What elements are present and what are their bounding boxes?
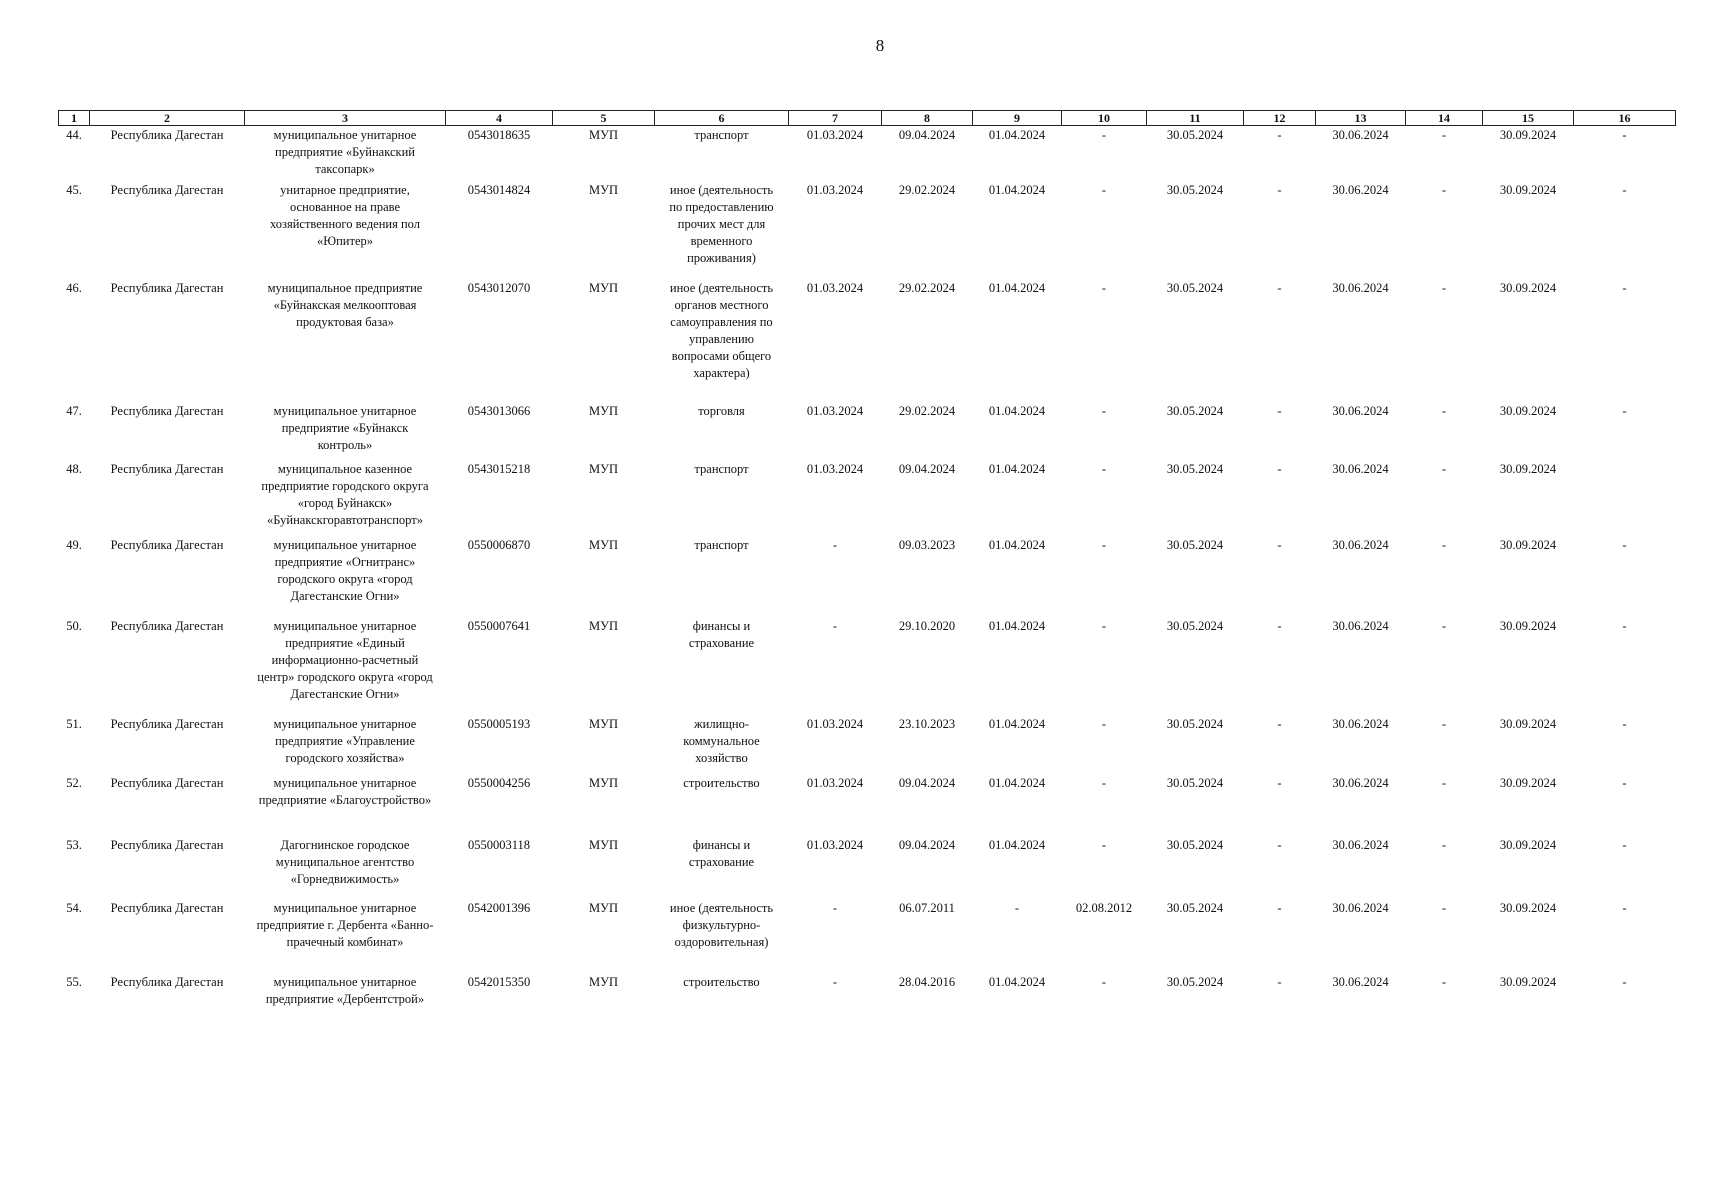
- enterprise-name-cell: [245, 774, 446, 836]
- col11-cell: 30.05.2024: [1166, 128, 1224, 142]
- activity-cell-line: строительство: [683, 775, 760, 790]
- column-header-14: 14: [1406, 111, 1483, 126]
- col16-cell: -: [1622, 182, 1627, 197]
- enterprise-name-cell-line: муниципальное унитарное: [273, 974, 417, 989]
- inn-cell: 0550003118: [467, 837, 531, 852]
- col11-cell: 30.05.2024: [1166, 280, 1224, 295]
- enterprise-name-cell-line: городского хозяйства»: [285, 750, 405, 765]
- activity-cell-line: коммунальное: [683, 733, 760, 748]
- col12-cell: -: [1277, 280, 1282, 295]
- region-cell: Республика Дагестан: [110, 775, 224, 790]
- header-row: [59, 111, 1676, 126]
- enterprise-name-cell: [245, 460, 446, 536]
- enterprise-name-cell-line: предприятие «Единый: [285, 635, 405, 650]
- legal-form-cell: МУП: [589, 716, 618, 731]
- col9-cell: 01.04.2024: [988, 128, 1046, 142]
- col15-cell: 30.09.2024: [1499, 716, 1557, 731]
- col13-cell: 30.06.2024: [1332, 182, 1389, 197]
- col16-cell: -: [1622, 900, 1627, 915]
- col13-cell: 30.06.2024: [1332, 403, 1389, 418]
- enterprise-name-cell-line: предприятие городского округа: [261, 478, 429, 493]
- col11-cell: 30.05.2024: [1166, 837, 1224, 852]
- legal-form-cell: МУП: [589, 900, 618, 915]
- enterprise-name-cell-line: муниципальное унитарное: [273, 716, 417, 731]
- enterprise-name-cell: [245, 899, 446, 973]
- col12-cell: -: [1277, 837, 1282, 852]
- col10-cell: -: [1101, 182, 1107, 197]
- inn-cell: 0542015350: [467, 974, 531, 989]
- activity-cell-line: иное (деятельность: [669, 900, 774, 915]
- row-number: 55.: [66, 974, 82, 989]
- legal-form-cell: МУП: [589, 974, 618, 989]
- enterprise-name-cell-line: муниципальное унитарное: [273, 775, 417, 790]
- activity-cell: [655, 536, 789, 617]
- table-row: [59, 774, 1676, 836]
- col13-cell: 30.06.2024: [1332, 974, 1389, 989]
- col8-cell: 06.07.2011: [899, 900, 955, 915]
- col8-cell: 29.02.2024: [898, 280, 956, 295]
- col14-cell: -: [1441, 128, 1447, 142]
- col7-cell: 01.03.2024: [806, 128, 864, 142]
- col16-cell: -: [1622, 837, 1627, 852]
- activity-cell-line: физкультурно-: [682, 917, 761, 932]
- legal-form-cell: МУП: [589, 280, 618, 295]
- row-number: 44.: [66, 128, 82, 142]
- enterprise-name-cell-line: «город Буйнакск»: [297, 495, 393, 510]
- col7-cell: 01.03.2024: [806, 716, 864, 731]
- col11-cell: 30.05.2024: [1166, 537, 1224, 552]
- enterprise-name-cell-line: городского округа «город: [277, 571, 413, 586]
- col9-cell: 01.04.2024: [988, 537, 1046, 552]
- table-row: [59, 402, 1676, 460]
- col11-cell: 30.05.2024: [1166, 182, 1224, 197]
- enterprise-name-cell-line: предприятие «Благоустройство»: [258, 792, 432, 807]
- col16-cell: -: [1622, 974, 1627, 989]
- col15-cell: 30.09.2024: [1499, 403, 1557, 418]
- region-cell: Республика Дагестан: [110, 182, 224, 197]
- enterprise-name-cell-line: Дагестанские Огни»: [290, 588, 400, 603]
- col10-cell: -: [1101, 775, 1107, 790]
- legal-form-cell: МУП: [589, 618, 618, 633]
- enterprise-name-cell-line: предприятие «Огнитранс»: [274, 554, 416, 569]
- enterprise-name-cell-line: Дагестанские Огни»: [290, 686, 400, 701]
- enterprise-name-cell-line: муниципальное агентство: [275, 854, 415, 869]
- inn-cell: 0543013066: [467, 403, 531, 418]
- activity-cell: [655, 973, 789, 1018]
- enterprise-name-cell-line: центр» городского округа «город: [257, 669, 433, 684]
- column-header-12: 12: [1244, 111, 1316, 126]
- col7-cell: 01.03.2024: [806, 461, 864, 476]
- col10-cell: -: [1101, 837, 1107, 852]
- row-number: 51.: [66, 716, 82, 731]
- row-number: 46.: [66, 280, 82, 295]
- enterprise-name-cell-line: «Буйнакскгоравтотранспорт»: [267, 512, 423, 527]
- col13-cell: 30.06.2024: [1332, 900, 1389, 915]
- table-header: [59, 111, 1676, 126]
- inn-cell: 0543015218: [467, 461, 531, 476]
- table-body: [59, 126, 1676, 1018]
- col12-cell: -: [1277, 403, 1282, 418]
- col10-cell: 02.08.2012: [1075, 900, 1133, 915]
- col8-cell: 29.10.2020: [898, 618, 956, 633]
- activity-cell-line: транспорт: [694, 128, 749, 142]
- col11-cell: 30.05.2024: [1166, 403, 1224, 418]
- col8-cell: 28.04.2016: [898, 974, 956, 989]
- table-row: [59, 126, 1676, 181]
- enterprise-name-cell-line: предприятие «Управление: [275, 733, 415, 748]
- col16-cell: -: [1622, 403, 1627, 418]
- activity-cell: [655, 126, 789, 181]
- col7-cell: 01.03.2024: [806, 280, 864, 295]
- col15-cell: 30.09.2024: [1499, 618, 1557, 633]
- col13-cell: 30.06.2024: [1332, 461, 1389, 476]
- activity-cell-line: проживания): [687, 250, 756, 265]
- col12-cell: -: [1277, 716, 1282, 731]
- region-cell: Республика Дагестан: [110, 403, 224, 418]
- inn-cell: 0543018635: [467, 128, 531, 142]
- inn-cell: 0542001396: [467, 900, 531, 915]
- enterprise-name-cell: [245, 973, 446, 1018]
- col11-cell: 30.05.2024: [1166, 618, 1224, 633]
- activity-cell: [655, 836, 789, 899]
- row-number: 53.: [66, 837, 82, 852]
- legal-form-cell: МУП: [589, 182, 618, 197]
- enterprise-name-cell: [245, 126, 446, 181]
- table-row: [59, 181, 1676, 279]
- col15-cell: 30.09.2024: [1499, 280, 1557, 295]
- col10-cell: -: [1101, 618, 1107, 633]
- col9-cell: -: [1014, 900, 1020, 915]
- row-number: 52.: [66, 775, 82, 790]
- activity-cell: [655, 617, 789, 715]
- col14-cell: -: [1441, 182, 1447, 197]
- col14-cell: -: [1441, 775, 1447, 790]
- row-number: 49.: [66, 537, 82, 552]
- table-row: [59, 836, 1676, 899]
- col12-cell: -: [1277, 775, 1282, 790]
- region-cell: Республика Дагестан: [110, 716, 224, 731]
- activity-cell: [655, 774, 789, 836]
- column-header-7: 7: [789, 111, 882, 126]
- activity-cell-line: страхование: [688, 635, 755, 650]
- enterprise-name-cell-line: муниципальное казенное: [277, 461, 413, 476]
- col13-cell: 30.06.2024: [1332, 128, 1389, 142]
- legal-form-cell: МУП: [589, 837, 618, 852]
- registry-table: [58, 110, 1676, 1018]
- legal-form-cell: МУП: [589, 537, 618, 552]
- column-header-13: 13: [1316, 111, 1406, 126]
- column-header-3: 3: [245, 111, 446, 126]
- col7-cell: 01.03.2024: [806, 182, 864, 197]
- activity-cell-line: иное (деятельность: [669, 280, 774, 295]
- enterprise-name-cell-line: «Буйнакская мелкооптовая: [273, 297, 417, 312]
- enterprise-name-cell-line: Дагогнинское городское: [280, 837, 410, 852]
- col10-cell: -: [1101, 974, 1107, 989]
- table-row: [59, 460, 1676, 536]
- col11-cell: 30.05.2024: [1166, 974, 1224, 989]
- enterprise-name-cell-line: предприятие г. Дербента «Банно-: [256, 917, 434, 932]
- col14-cell: -: [1441, 461, 1447, 476]
- enterprise-name-cell-line: хозяйственного ведения пол: [270, 216, 420, 231]
- inn-cell: 0550007641: [467, 618, 531, 633]
- col8-cell: 09.04.2024: [898, 837, 956, 852]
- col15-cell: 30.09.2024: [1499, 537, 1557, 552]
- activity-cell-line: жилищно-: [694, 716, 749, 731]
- column-header-5: 5: [553, 111, 655, 126]
- col8-cell: 23.10.2023: [898, 716, 956, 731]
- col12-cell: -: [1277, 618, 1282, 633]
- column-header-10: 10: [1062, 111, 1147, 126]
- activity-cell: [655, 899, 789, 973]
- col14-cell: -: [1441, 618, 1447, 633]
- col13-cell: 30.06.2024: [1332, 537, 1389, 552]
- legal-form-cell: МУП: [589, 461, 618, 476]
- enterprise-name-cell-line: унитарное предприятие,: [280, 182, 410, 197]
- col9-cell: 01.04.2024: [988, 775, 1046, 790]
- table-row: [59, 279, 1676, 402]
- enterprise-name-cell: [245, 536, 446, 617]
- column-header-15: 15: [1483, 111, 1574, 126]
- enterprise-name-cell-line: таксопарк»: [315, 162, 375, 176]
- col9-cell: 01.04.2024: [988, 461, 1046, 476]
- col12-cell: -: [1277, 974, 1282, 989]
- col10-cell: -: [1101, 716, 1107, 731]
- activity-cell-line: финансы и: [692, 618, 751, 633]
- col7-cell: -: [832, 618, 838, 633]
- region-cell: Республика Дагестан: [110, 974, 224, 989]
- col10-cell: -: [1101, 128, 1107, 142]
- col9-cell: 01.04.2024: [988, 974, 1046, 989]
- col16-cell: -: [1622, 280, 1627, 295]
- col16-cell: -: [1622, 618, 1627, 633]
- inn-cell: 0550005193: [467, 716, 531, 731]
- activity-cell-line: органов местного: [674, 297, 769, 312]
- activity-cell-line: торговля: [698, 403, 745, 418]
- table-row: [59, 617, 1676, 715]
- inn-cell: 0543014824: [467, 182, 531, 197]
- enterprise-name-cell-line: «Горнедвижимость»: [290, 871, 400, 886]
- enterprise-name-cell-line: основанное на праве: [289, 199, 401, 214]
- region-cell: Республика Дагестан: [110, 461, 224, 476]
- activity-cell-line: вопросами общего: [671, 348, 772, 363]
- page-number: 8: [875, 36, 885, 55]
- col14-cell: -: [1441, 837, 1447, 852]
- activity-cell-line: транспорт: [694, 537, 749, 552]
- region-cell: Республика Дагестан: [110, 128, 224, 142]
- col8-cell: 29.02.2024: [898, 182, 956, 197]
- activity-cell-line: характера): [693, 365, 750, 380]
- col9-cell: 01.04.2024: [988, 716, 1046, 731]
- col12-cell: -: [1277, 537, 1282, 552]
- row-number: 47.: [66, 403, 82, 418]
- col14-cell: -: [1441, 900, 1447, 915]
- col15-cell: 30.09.2024: [1499, 128, 1557, 142]
- col11-cell: 30.05.2024: [1166, 716, 1224, 731]
- col16-cell: [1574, 460, 1676, 536]
- activity-cell-line: оздоровительная): [674, 934, 769, 949]
- col8-cell: 09.03.2023: [898, 537, 956, 552]
- col7-cell: 01.03.2024: [806, 403, 864, 418]
- enterprise-name-cell-line: информационно-расчетный: [271, 652, 419, 667]
- legal-form-cell: МУП: [589, 775, 618, 790]
- col7-cell: -: [832, 537, 838, 552]
- legal-form-cell: МУП: [589, 128, 618, 142]
- col15-cell: 30.09.2024: [1499, 182, 1557, 197]
- column-header-16: 16: [1574, 111, 1676, 126]
- table-row: [59, 715, 1676, 774]
- col10-cell: -: [1101, 537, 1107, 552]
- col7-cell: 01.03.2024: [806, 837, 864, 852]
- row-number: 54.: [66, 900, 82, 915]
- col15-cell: 30.09.2024: [1499, 837, 1557, 852]
- enterprise-name-cell-line: муниципальное унитарное: [273, 618, 417, 633]
- enterprise-name-cell: [245, 715, 446, 774]
- region-cell: Республика Дагестан: [110, 837, 224, 852]
- col13-cell: 30.06.2024: [1332, 837, 1389, 852]
- region-cell: Республика Дагестан: [110, 537, 224, 552]
- col14-cell: -: [1441, 537, 1447, 552]
- inn-cell: 0550004256: [467, 775, 531, 790]
- enterprise-name-cell-line: предприятие «Буйнакск: [281, 420, 409, 435]
- enterprise-name-cell-line: муниципальное унитарное: [273, 403, 417, 418]
- activity-cell: [655, 279, 789, 402]
- col13-cell: 30.06.2024: [1332, 716, 1389, 731]
- table-row: [59, 899, 1676, 973]
- activity-cell-line: страхование: [688, 854, 755, 869]
- activity-cell: [655, 402, 789, 460]
- activity-cell-line: прочих мест для: [677, 216, 766, 231]
- col14-cell: -: [1441, 403, 1447, 418]
- enterprise-name-cell: [245, 836, 446, 899]
- col10-cell: -: [1101, 280, 1107, 295]
- col12-cell: -: [1277, 128, 1282, 142]
- col11-cell: 30.05.2024: [1166, 900, 1224, 915]
- row-number: 48.: [66, 461, 82, 476]
- enterprise-name-cell: [245, 181, 446, 279]
- col16-cell: -: [1622, 716, 1627, 731]
- enterprise-name-cell: [245, 617, 446, 715]
- enterprise-name-cell-line: контроль»: [317, 437, 373, 452]
- col8-cell: 09.04.2024: [898, 128, 956, 142]
- table-row: [59, 536, 1676, 617]
- row-number: 50.: [66, 618, 82, 633]
- col12-cell: -: [1277, 182, 1282, 197]
- col13-cell: 30.06.2024: [1332, 618, 1389, 633]
- col14-cell: -: [1441, 280, 1447, 295]
- column-header-11: 11: [1147, 111, 1244, 126]
- activity-cell-line: финансы и: [692, 837, 751, 852]
- enterprise-name-cell-line: муниципальное унитарное: [273, 900, 417, 915]
- table-row: [59, 973, 1676, 1018]
- col15-cell: 30.09.2024: [1499, 775, 1557, 790]
- col8-cell: 29.02.2024: [898, 403, 956, 418]
- col9-cell: 01.04.2024: [988, 403, 1046, 418]
- legal-form-cell: МУП: [589, 403, 618, 418]
- col16-cell: -: [1622, 128, 1627, 142]
- col10-cell: -: [1101, 461, 1107, 476]
- col11-cell: 30.05.2024: [1166, 775, 1224, 790]
- activity-cell-line: временного: [690, 233, 753, 248]
- col15-cell: 30.09.2024: [1499, 461, 1557, 476]
- region-cell: Республика Дагестан: [110, 618, 224, 633]
- inn-cell: 0543012070: [467, 280, 531, 295]
- activity-cell-line: иное (деятельность: [669, 182, 774, 197]
- enterprise-name-cell-line: муниципальное предприятие: [267, 280, 423, 295]
- activity-cell-line: по предоставлению: [669, 199, 774, 214]
- activity-cell-line: самоуправления по: [670, 314, 773, 329]
- enterprise-name-cell-line: муниципальное унитарное: [273, 128, 417, 142]
- col13-cell: 30.06.2024: [1332, 775, 1389, 790]
- col9-cell: 01.04.2024: [988, 182, 1046, 197]
- col15-cell: 30.09.2024: [1499, 900, 1557, 915]
- column-header-9: 9: [973, 111, 1062, 126]
- col13-cell: 30.06.2024: [1332, 280, 1389, 295]
- enterprise-name-cell: [245, 402, 446, 460]
- region-cell: Республика Дагестан: [110, 280, 224, 295]
- col11-cell: 30.05.2024: [1166, 461, 1224, 476]
- activity-cell-line: хозяйство: [695, 750, 748, 765]
- activity-cell: [655, 460, 789, 536]
- col12-cell: -: [1277, 900, 1282, 915]
- col14-cell: -: [1441, 716, 1447, 731]
- column-header-6: 6: [655, 111, 789, 126]
- col7-cell: 01.03.2024: [806, 775, 864, 790]
- col7-cell: -: [832, 900, 838, 915]
- enterprise-name-cell-line: предприятие «Дербентстрой»: [265, 991, 425, 1006]
- column-header-4: 4: [446, 111, 553, 126]
- enterprise-name-cell-line: предприятие «Буйнакский: [275, 145, 415, 159]
- activity-cell-line: транспорт: [694, 461, 749, 476]
- region-cell: Республика Дагестан: [110, 900, 224, 915]
- col7-cell: -: [832, 974, 838, 989]
- col12-cell: -: [1277, 461, 1282, 476]
- column-header-8: 8: [882, 111, 973, 126]
- col9-cell: 01.04.2024: [988, 837, 1046, 852]
- col15-cell: 30.09.2024: [1499, 974, 1557, 989]
- col8-cell: 09.04.2024: [898, 775, 956, 790]
- col14-cell: -: [1441, 974, 1447, 989]
- enterprise-name-cell-line: продуктовая база»: [296, 314, 394, 329]
- enterprise-name-cell: [245, 279, 446, 402]
- activity-cell-line: строительство: [683, 974, 760, 989]
- col9-cell: 01.04.2024: [988, 280, 1046, 295]
- enterprise-name-cell-line: «Юпитер»: [317, 233, 373, 248]
- row-number: 45.: [66, 182, 82, 197]
- inn-cell: 0550006870: [467, 537, 531, 552]
- col10-cell: -: [1101, 403, 1107, 418]
- column-header-1: 1: [59, 111, 90, 126]
- column-header-2: 2: [90, 111, 245, 126]
- activity-cell: [655, 715, 789, 774]
- col9-cell: 01.04.2024: [988, 618, 1046, 633]
- activity-cell-line: управлению: [689, 331, 754, 346]
- activity-cell: [655, 181, 789, 279]
- col16-cell: -: [1622, 537, 1627, 552]
- col8-cell: 09.04.2024: [898, 461, 956, 476]
- enterprise-name-cell-line: прачечный комбинат»: [286, 934, 404, 949]
- col16-cell: -: [1622, 775, 1627, 790]
- enterprise-name-cell-line: муниципальное унитарное: [273, 537, 417, 552]
